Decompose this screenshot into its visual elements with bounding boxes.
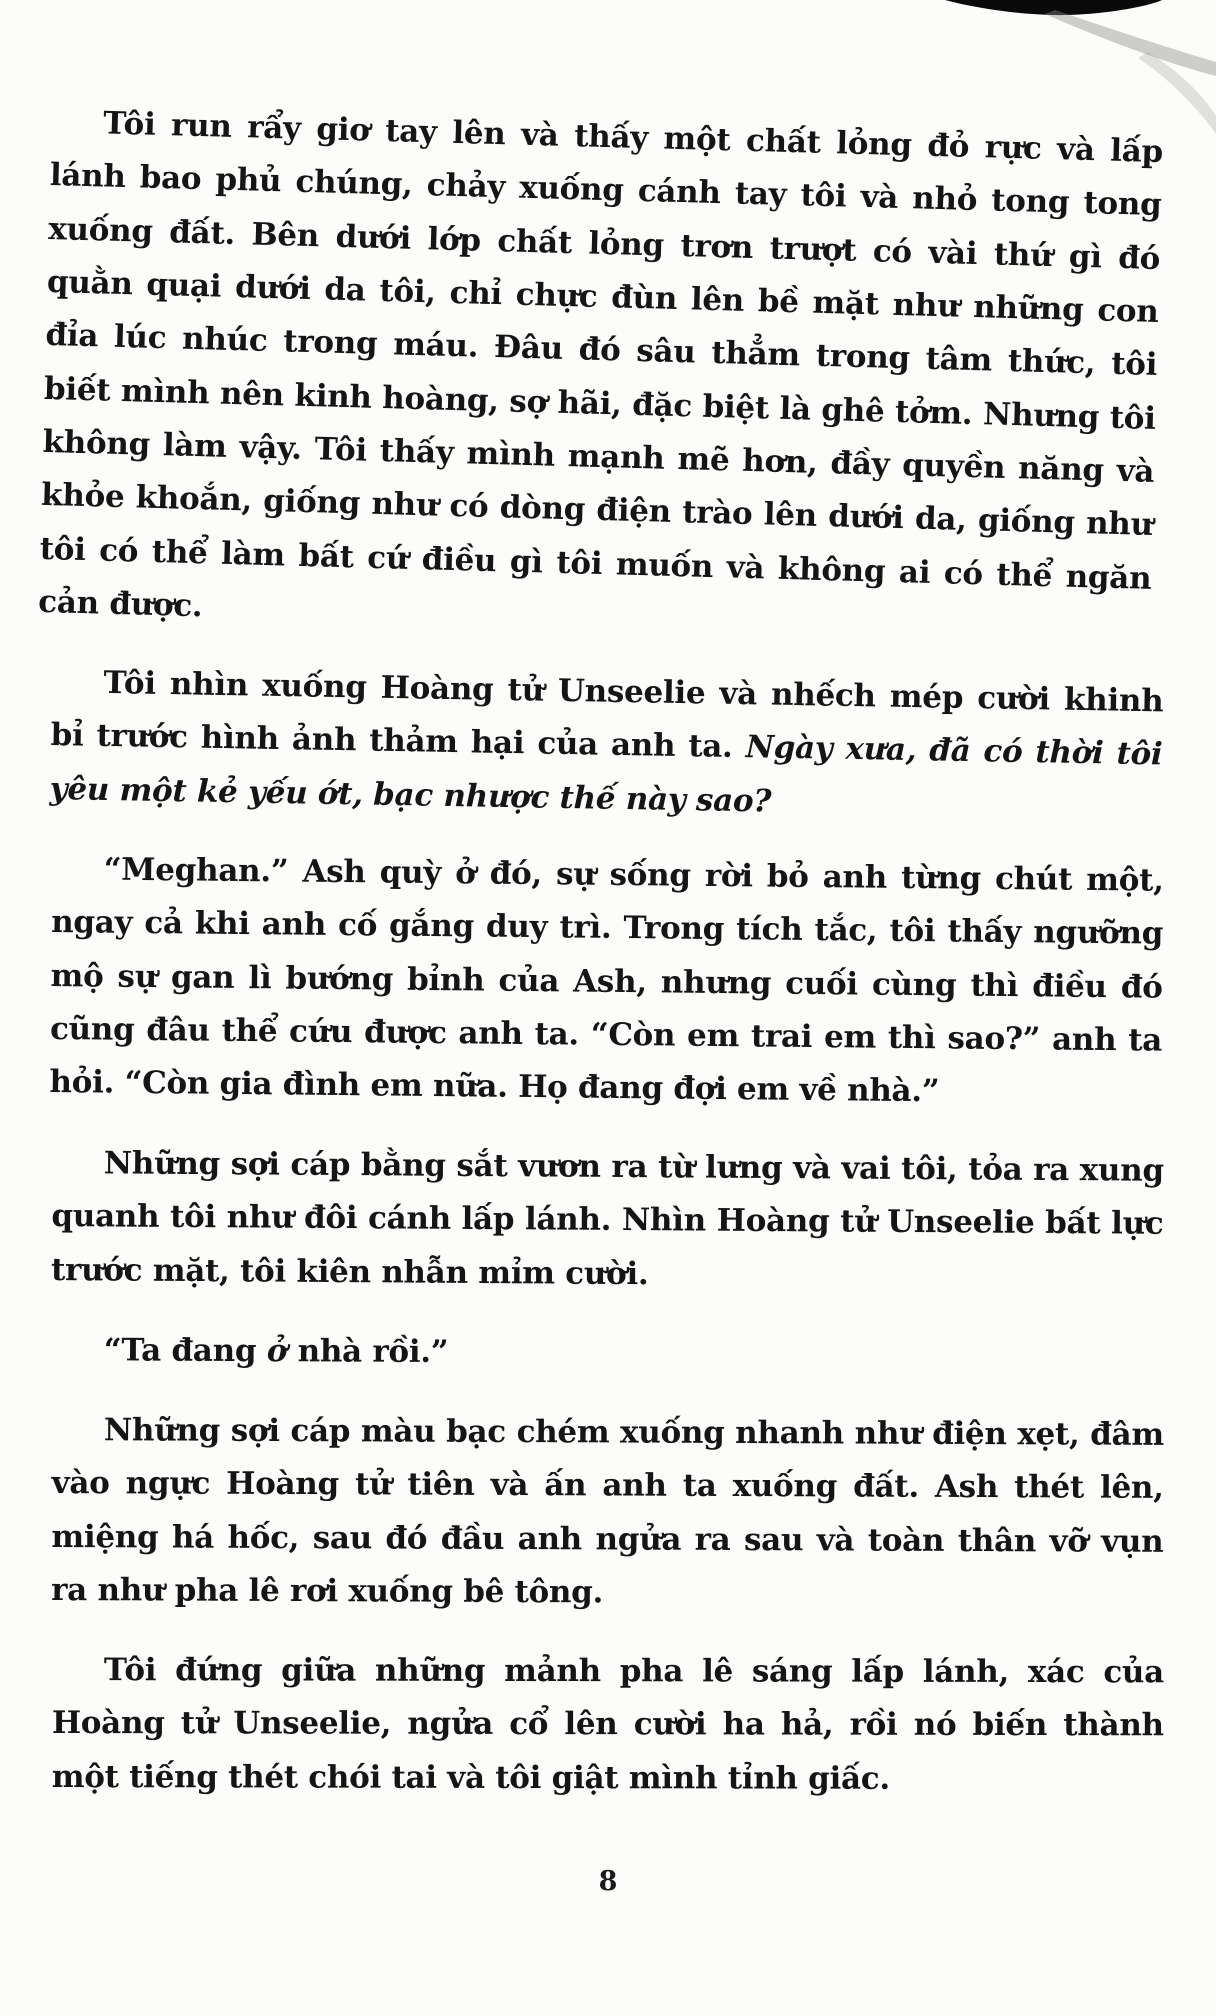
paragraph [49,843,1164,1121]
text-segment: “Meghan.” Ash quỳ ở đó, sự sống rời bỏ anh từng chút một, ngay cả khi anh cố gắng duy trì. Trong tích tắc, tôi thấy ngưỡng mộ sự gan lì bướng bỉnh của Ash, nhưng cuối cùng thì điều đó cũng đâu thể cứu được anh ta. “Còn em trai em thì sao?” anh ta hỏi. “Còn gia đình em nữa. Họ đang đợi em về nhà.” [49,851,1164,1110]
page-number: 8 [598,1866,618,1897]
paragraph [49,656,1164,835]
paragraph [51,1137,1164,1305]
text-segment: “Ta đang [103,1331,267,1369]
italic-text-segment: Ngày xưa, đã có thời tôi yêu một kẻ yếu ớt, bạc nhược thế này sao? [49,729,1163,820]
text-segment: Những sợi cáp màu bạc chém xuống nhanh như điện xẹt, đâm vào ngực Hoàng tử tiên và ấn anh ta xuống đất. Ash thét lên, miệng há hốc, sau đó đầu anh ngửa ra sau và toàn thân vỡ vụn ra như pha lê rơi xuống bê tông. [51,1412,1164,1611]
paragraph [52,1324,1164,1383]
text-segment: nhà rồi.” [287,1332,449,1370]
paragraph [38,96,1164,659]
paragraph [51,1404,1164,1622]
text-segment: Tôi nhìn xuống Hoàng tử Unseelie và nhếch mép cười khinh bỉ trước hình ảnh thảm hại của anh ta. [50,665,1164,766]
text-segment: Tôi đứng giữa những mảnh pha lê sáng lấp lánh, xác của Hoàng tử Unseelie, ngửa cổ lên cười ha hả, rồi nó biến thành một tiếng thét chói tai và tôi giật mình tỉnh giấc. [51,1652,1164,1797]
text-block [37,96,1164,1831]
text-segment: Tôi run rẩy giơ tay lên và thấy một chất lỏng đỏ rực và lấp lánh bao phủ chúng, chảy xuống cánh tay tôi và nhỏ tong tong xuống đất. Bên dưới lớp chất lỏng trơn trượt có vài thứ gì đó quằn quại dưới da tôi, chỉ chực đùn lên bề mặt như những con đỉa lúc nhúc trong máu. Đâu đó sâu thẳm trong tâm thức, tôi biết mình nên kinh hoàng, sợ hãi, đặc biệt là ghê tởm. Nhưng tôi không làm vậy. Tôi thấy mình mạnh mẽ hơn, đầy quyền năng và khỏe khoắn, giống như có dòng điện trào lên dưới da, giống như tôi có thể làm bất cứ điều gì tôi muốn và không ai có thể ngăn cản được. [37,105,1164,625]
text-segment: Những sợi cáp bằng sắt vươn ra từ lưng và vai tôi, tỏa ra xung quanh tôi như đôi cánh lấp lánh. Nhìn Hoàng tử Unseelie bất lực trước mặt, tôi kiên nhẫn mỉm cười. [50,1144,1164,1292]
paragraph [52,1644,1164,1806]
italic-text-segment: ở [266,1332,288,1369]
